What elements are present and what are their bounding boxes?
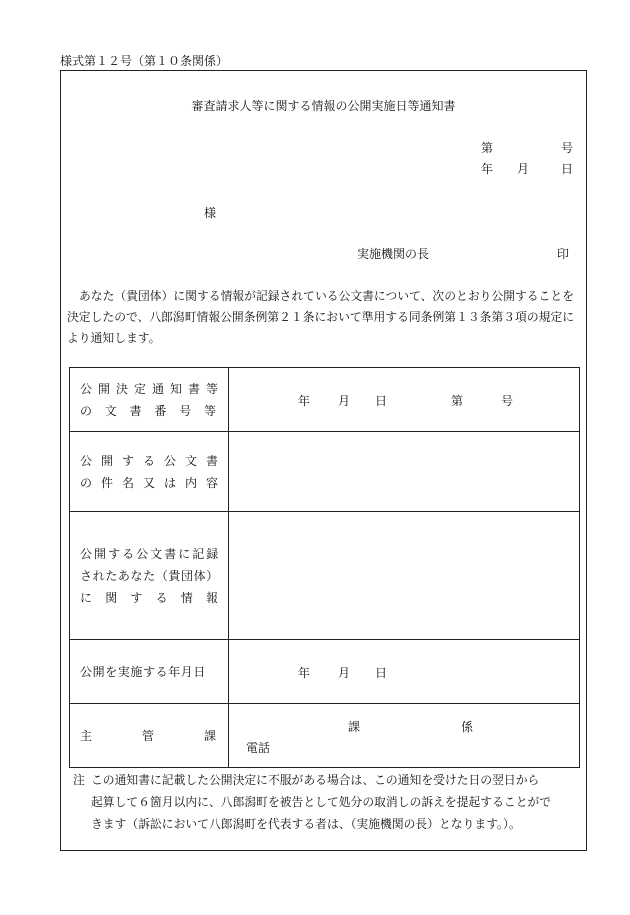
document-number-prefix: 第 (481, 141, 494, 155)
document-title-label (70, 432, 229, 512)
implementation-date-value (229, 640, 580, 704)
footnote-line: 起算して６箇月以内に、八郎潟町を被告として処分の取消しの訴えを提起することがで (91, 795, 552, 809)
label-line: されたあなた（貴団体） (80, 568, 218, 583)
footnote-line: きます（訴訟において八郎潟町を代表する者は、（実施機関の長）となります。）。 (91, 817, 521, 831)
responsible-section-value (229, 704, 580, 768)
year-label: 年 (298, 666, 311, 680)
notice-frame (60, 70, 587, 851)
phone-label: 電話 (246, 741, 271, 755)
label-line: の件名又は内容 (80, 475, 218, 490)
number-suffix: 号 (501, 394, 514, 408)
seal-mark: 印 (557, 247, 570, 261)
footnote-line (67, 769, 585, 791)
label-line: 公開する公文書に記録 (80, 546, 218, 561)
date-year-label: 年 (481, 162, 494, 176)
label-line: の文書番号等 (80, 403, 216, 418)
sender-name: 実施機関の長 (357, 247, 430, 261)
date-month-label: 月 (517, 162, 530, 176)
label-line: に関する情報 (80, 590, 218, 605)
subsection-label: 係 (461, 720, 474, 734)
table-row (70, 512, 580, 640)
table-row (70, 432, 580, 512)
day-label: 日 (375, 394, 388, 408)
responsible-section-label (70, 704, 229, 768)
document-number-suffix: 号 (561, 141, 574, 155)
month-label: 月 (338, 666, 351, 680)
document-title: 審査請求人等に関する情報の公開実施日等通知書 (191, 99, 456, 113)
document-title-value (229, 432, 580, 512)
month-label: 月 (338, 394, 351, 408)
footnote-marker: 注 (73, 773, 85, 787)
implementation-date-label (70, 640, 229, 704)
section-label: 課 (348, 720, 361, 734)
details-table (69, 367, 580, 768)
addressee-honorific: 様 (204, 206, 217, 220)
footnote (67, 769, 585, 835)
label-line: 公開決定通知書等 (80, 381, 218, 396)
recorded-info-value (229, 512, 580, 640)
label-line: 主管課 (80, 728, 216, 743)
body-text: あなた（貴団体）に関する情報が記録されている公文書について、次のとおり公開することを決定したので、八郎潟町情報公開条例第２１条において準用する同条例第１３条第３項の規定により通知します。 (67, 289, 575, 345)
form-number: 様式第１２号（第１０条関係） (60, 54, 229, 68)
year-label: 年 (298, 394, 311, 408)
number-prefix: 第 (451, 394, 464, 408)
table-row (70, 368, 580, 432)
label-line: 公開を実施する年月日 (80, 664, 207, 679)
date-day-label: 日 (561, 162, 574, 176)
table-row (70, 704, 580, 768)
recorded-info-label (70, 512, 229, 640)
footnote-text: この通知書に記載した公開決定に不服がある場合は、この通知を受けた日の翌日から (91, 773, 540, 787)
table-row (70, 640, 580, 704)
document-number-label (70, 368, 229, 432)
label-line: 公開する公文書 (80, 453, 218, 468)
day-label: 日 (375, 666, 388, 680)
document-number-value (229, 368, 580, 432)
